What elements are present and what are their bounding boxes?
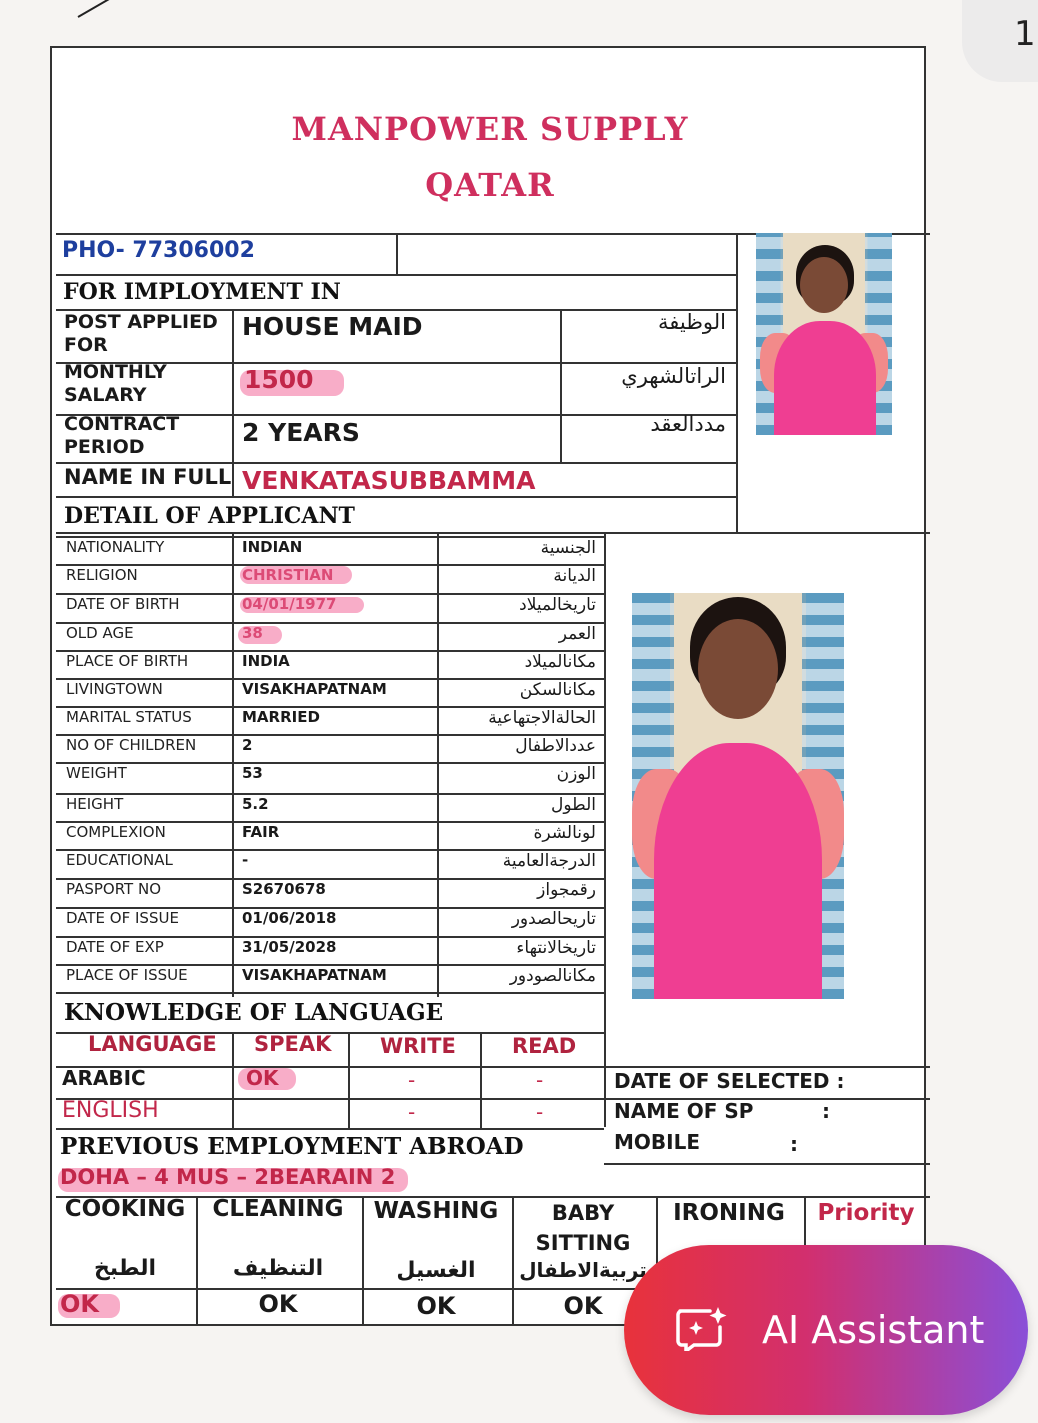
detail-arabic: الوزن bbox=[556, 764, 596, 784]
skill-cooking-arabic: الطبخ bbox=[93, 1256, 157, 1281]
skill-cleaning-status: OK bbox=[258, 1290, 298, 1318]
detail-value: INDIA bbox=[242, 652, 290, 670]
detail-label: WEIGHT bbox=[66, 764, 127, 782]
previous-employment-value: DOHA – 4 MUS – 2BEARAIN 2 bbox=[60, 1165, 396, 1189]
grid-line bbox=[736, 233, 738, 532]
detail-label: DATE OF BIRTH bbox=[66, 595, 180, 613]
detail-value: - bbox=[242, 851, 249, 869]
lang-arabic-speak: OK bbox=[246, 1066, 279, 1090]
ai-assistant-label: AI Assistant bbox=[762, 1308, 985, 1352]
salary-arabic: الراتالشهري bbox=[621, 364, 726, 388]
detail-arabic: رقمجواز bbox=[537, 880, 596, 900]
grid-line bbox=[56, 462, 736, 464]
skill-baby-sitting: BABY SITTING bbox=[535, 1201, 631, 1255]
section-language-title: KNOWLEDGE OF LANGUAGE bbox=[64, 999, 444, 1026]
skill-cleaning: CLEANING bbox=[212, 1196, 344, 1222]
mobile-label: MOBILE bbox=[614, 1130, 700, 1154]
contract-value: 2 YEARS bbox=[242, 418, 360, 447]
highlighter-mark bbox=[240, 597, 364, 613]
detail-value: 31/05/2028 bbox=[242, 938, 337, 956]
highlighter-mark bbox=[240, 566, 352, 584]
sp-name-label: NAME OF SP bbox=[614, 1099, 754, 1123]
detail-value: S2670678 bbox=[242, 880, 326, 898]
lang-english-write: - bbox=[408, 1100, 416, 1124]
skill-washing: WASHING bbox=[373, 1198, 499, 1224]
lang-arabic-read: - bbox=[536, 1068, 544, 1092]
section-employment-title: FOR IMPLOYMENT IN bbox=[63, 279, 341, 305]
detail-arabic: مكانالصودور bbox=[509, 966, 596, 986]
phone-number: PHO- 77306002 bbox=[62, 238, 255, 263]
detail-value: MARRIED bbox=[242, 708, 320, 726]
detail-label: PLACE OF ISSUE bbox=[66, 966, 188, 984]
applicant-photo-large bbox=[632, 593, 844, 999]
grid-line bbox=[56, 532, 930, 534]
skill-washing-arabic: الغسيل bbox=[396, 1258, 476, 1283]
lang-arabic: ARABIC bbox=[62, 1066, 146, 1090]
detail-label: HEIGHT bbox=[66, 795, 124, 813]
detail-arabic: تاريخالميلاد bbox=[519, 595, 596, 615]
detail-arabic: عددالاطفال bbox=[515, 736, 596, 756]
grid-line bbox=[604, 532, 606, 1127]
detail-label: MARITAL STATUS bbox=[66, 708, 192, 726]
detail-arabic: العمر bbox=[558, 624, 596, 644]
pen-tick-mark bbox=[78, 0, 127, 18]
detail-arabic: الحالةالاجتهاعية bbox=[488, 708, 596, 728]
section-previous-title: PREVIOUS EMPLOYMENT ABROAD bbox=[60, 1133, 524, 1160]
skill-priority: Priority bbox=[817, 1200, 915, 1226]
detail-value: FAIR bbox=[242, 823, 280, 841]
contract-arabic: مددالعقد bbox=[650, 412, 726, 436]
detail-label: DATE OF EXP bbox=[66, 938, 164, 956]
skill-cooking: COOKING bbox=[64, 1196, 186, 1222]
detail-value: VISAKHAPATNAM bbox=[242, 680, 387, 698]
post-arabic: الوظيفة bbox=[657, 310, 726, 334]
skill-washing-status: OK bbox=[416, 1292, 456, 1320]
page-number: 1 bbox=[1014, 14, 1036, 54]
lang-header-write: WRITE bbox=[380, 1034, 456, 1058]
skill-cleaning-arabic: التنظيف bbox=[232, 1256, 324, 1281]
post-label: POST APPLIED FOR bbox=[64, 311, 218, 356]
detail-arabic: تاريخالانتهاء bbox=[516, 938, 596, 958]
lang-header-language: LANGUAGE bbox=[88, 1032, 217, 1056]
detail-label: LIVINGTOWN bbox=[66, 680, 163, 698]
name-label: NAME IN FULL bbox=[64, 465, 232, 489]
detail-arabic: تاريحالصدور bbox=[511, 909, 596, 929]
detail-value: INDIAN bbox=[242, 538, 303, 556]
agency-title: MANPOWER SUPPLY bbox=[291, 110, 689, 148]
grid-line bbox=[480, 1032, 482, 1128]
detail-label: PASPORT NO bbox=[66, 880, 162, 898]
detail-value: 2 bbox=[242, 736, 253, 754]
detail-arabic: الدرجةالعامية bbox=[502, 851, 596, 871]
page-number-tab bbox=[962, 0, 1038, 82]
detail-label: NO OF CHILDREN bbox=[66, 736, 197, 754]
grid-line bbox=[396, 233, 398, 274]
skill-baby-sitting-status: OK bbox=[563, 1292, 603, 1320]
grid-line bbox=[56, 1128, 604, 1130]
post-value: HOUSE MAID bbox=[242, 312, 423, 341]
detail-label: EDUCATIONAL bbox=[66, 851, 173, 869]
ai-assistant-button[interactable] bbox=[624, 1245, 1028, 1415]
detail-value: 01/06/2018 bbox=[242, 909, 337, 927]
grid-line bbox=[348, 1032, 350, 1128]
detail-arabic: الجنسية bbox=[540, 538, 596, 558]
skill-ironing: IRONING bbox=[673, 1200, 785, 1226]
detail-arabic: الطول bbox=[551, 795, 596, 815]
grid-line bbox=[56, 1066, 930, 1068]
detail-value: 5.2 bbox=[242, 795, 269, 813]
name-value: VENKATASUBBAMMA bbox=[242, 466, 536, 495]
grid-line bbox=[604, 1163, 930, 1165]
detail-label: COMPLEXION bbox=[66, 823, 166, 841]
detail-arabic: الديانة bbox=[553, 566, 596, 586]
ai-sparkle-chat-icon bbox=[676, 1305, 728, 1351]
detail-label: RELIGION bbox=[66, 566, 138, 584]
detail-label: PLACE OF BIRTH bbox=[66, 652, 189, 670]
detail-value: 53 bbox=[242, 764, 263, 782]
grid-line bbox=[56, 992, 604, 994]
skill-cooking-status: OK bbox=[60, 1290, 99, 1318]
agency-country: QATAR bbox=[425, 166, 555, 204]
section-applicant-title: DETAIL OF APPLICANT bbox=[64, 503, 355, 529]
detail-arabic: مكانالميلاد bbox=[524, 652, 596, 672]
grid-line bbox=[56, 274, 736, 276]
mobile-colon: : bbox=[790, 1132, 798, 1156]
lang-header-speak: SPEAK bbox=[254, 1032, 332, 1056]
detail-value: VISAKHAPATNAM bbox=[242, 966, 387, 984]
grid-line bbox=[232, 309, 234, 496]
highlighter-mark bbox=[238, 626, 282, 644]
grid-line bbox=[56, 496, 736, 498]
grid-line bbox=[232, 1032, 234, 1128]
detail-arabic: مكانالسكن bbox=[519, 680, 596, 700]
sp-name-colon: : bbox=[822, 1099, 830, 1123]
detail-label: DATE OF ISSUE bbox=[66, 909, 179, 927]
detail-label: NATIONALITY bbox=[66, 538, 165, 556]
salary-label: MONTHLY SALARY bbox=[64, 361, 167, 406]
lang-english-read: - bbox=[536, 1100, 544, 1124]
lang-header-read: READ bbox=[512, 1034, 577, 1058]
detail-label: OLD AGE bbox=[66, 624, 134, 642]
date-selected-label: DATE OF SELECTED : bbox=[614, 1069, 845, 1093]
contract-label: CONTRACT PERIOD bbox=[64, 413, 180, 458]
applicant-photo-small bbox=[756, 233, 892, 435]
grid-line bbox=[437, 532, 439, 997]
lang-arabic-write: - bbox=[408, 1068, 416, 1092]
salary-value: 1500 bbox=[244, 365, 314, 394]
detail-arabic: لونالشرة bbox=[533, 823, 596, 843]
lang-english: ENGLISH bbox=[62, 1098, 159, 1123]
grid-line bbox=[56, 1098, 930, 1100]
grid-line bbox=[232, 532, 234, 997]
skill-baby-sitting-arabic: تربيةالاطفال bbox=[519, 1258, 647, 1282]
